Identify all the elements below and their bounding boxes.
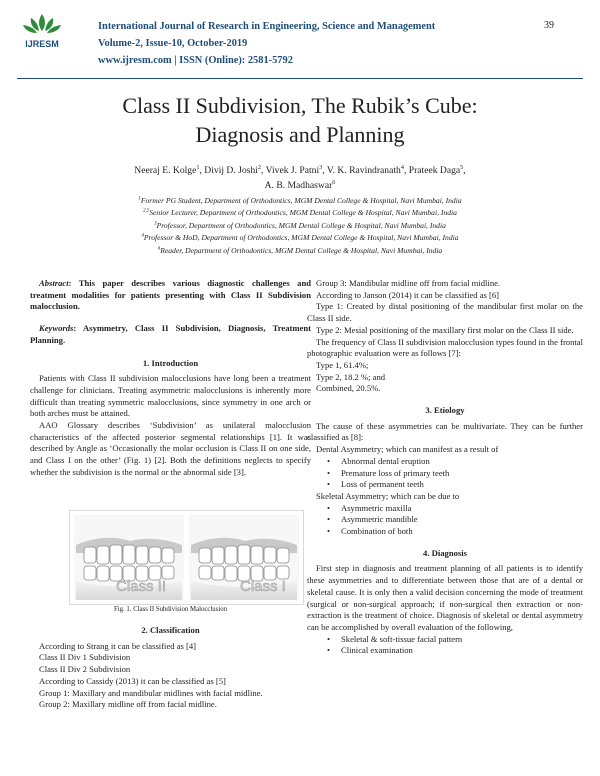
list-item: • Asymmetric maxilla	[307, 503, 583, 515]
classification-line: Type 2: Mesial positioning of the maxillary first molar on the Class II side.	[316, 324, 574, 335]
list-item: • Combination of both	[307, 526, 583, 538]
author: V. K. Ravindranath$^4$	[326, 163, 404, 176]
affiliation-list	[30, 195, 570, 257]
left-column-top	[30, 278, 311, 479]
keywords: Keywords: Asymmetry, Class II Subdivision, Diagnosis, Treatment Planning.	[30, 323, 311, 345]
classification-line: According to Cassidy (2013) it can be classified as [5]	[39, 675, 226, 686]
affiliation: $^1$Former PG Student, Department of Orthodontics, MGM Dental College & Hospital, Navi Mumbai, India	[138, 196, 462, 205]
list-item: • Premature loss of primary teeth	[307, 468, 583, 480]
dental-asymmetry-label: Dental Asymmetry; which can manifest as a result of	[316, 444, 499, 455]
logo-text: IJRESM	[25, 39, 59, 49]
figure-caption: Fig. 1. Class II Subdivision Malocclusion	[113, 606, 228, 613]
list-item: • Abnormal dental eruption	[307, 456, 583, 468]
author: A. B. Madhaswar$^6$	[264, 178, 336, 191]
section-heading-etiology: 3. Etiology	[425, 405, 465, 416]
left-column-bottom	[30, 621, 311, 711]
title-line-1: Class II Subdivision, The Rubik’s Cube:	[122, 93, 478, 118]
journal-name: International Journal of Research in Engineering, Science and Management	[98, 21, 436, 32]
affiliation: $^{2,5}$Senior Lecturer, Department of Orthodontics, MGM Dental College & Hospital, Navi Mumbai, India	[143, 208, 457, 218]
etiology-intro: The cause of these asymmetries can be multivariate. They can be further classified as [8]:	[307, 420, 583, 443]
frequency-line: Combined, 20.5%.	[316, 383, 381, 394]
class-ii-photo	[74, 515, 184, 600]
classification-line: Class II Div 1 Subdivision	[39, 652, 131, 663]
abstract: Abstract: This paper describes various diagnostic challenges and treatment modalities for patients presenting with Class II Subdivision malocclusion.	[30, 278, 312, 312]
author: Divij D. Joshi$^2$	[204, 163, 261, 176]
class-i-label: Class I	[240, 578, 286, 595]
list-item: • Asymmetric mandible	[307, 514, 583, 526]
class-ii-label: Class II	[116, 578, 167, 595]
affiliation: $^3$Professor, Department of Orthodontics, MGM Dental College & Hospital, Navi Mumbai, India	[154, 220, 446, 230]
section-heading-classification: 2. Classification	[141, 625, 200, 635]
classification-line: According to Janson (2014) it can be classified as [6]	[316, 289, 500, 300]
classification-line: Group 2: Maxillary midline off from facial midline.	[39, 699, 217, 710]
page-number: 39	[544, 20, 554, 31]
list-item: • Loss of permanent teeth	[307, 479, 583, 491]
affiliation: $^4$Professor & HoD, Department of Orthodontics, MGM Dental College & Hospital, Navi Mumbai, India	[141, 233, 459, 243]
paper-title	[0, 91, 600, 149]
diagnosis-paragraph: First step in diagnosis and treatment planning of all patients is to identify these asymmetries and to differentiate between those that are of a dental or skeletal cause. It is only then a valid decision concerning the mode of treatment (surgical or non-surgical approach; if non-surgical then extraction or non-extraction is the treatment of choice. Diagnosis of skeletal or dental asymmetry can be accomplished by overall evaluation of the following,	[307, 563, 583, 632]
section-heading-diagnosis: 4. Diagnosis	[423, 547, 467, 558]
frequency-line: Type 1, 61.4%;	[316, 359, 369, 370]
journal-site[interactable]: www.ijresm.com | ISSN (Online): 2581-5792	[98, 55, 293, 66]
classification-line: Type 1: Created by distal positioning of the mandibular first molar on the Class II side.	[307, 301, 583, 324]
list-item: • Clinical examination	[307, 645, 583, 657]
classification-line: Class II Div 2 Subdivision	[39, 664, 131, 675]
section-heading-introduction: 1. Introduction	[142, 357, 199, 368]
author: Vivek J. Patni$^3$	[265, 163, 323, 176]
skeletal-asymmetry-label: Skeletal Asymmetry; which can be due to	[316, 490, 460, 501]
classification-line: According to Strang it can be classified as [4]	[39, 640, 197, 651]
right-column	[307, 278, 583, 657]
header-rule	[17, 78, 583, 79]
author-list: Neeraj E. Kolge$^1$, Divij D. Joshi$^2$, Vivek J. Patni$^3$, V. K. Ravindranath$^4$, Prateek Daga$^5$, A. B. Madhaswar$^6$	[134, 163, 466, 191]
journal-logo	[17, 11, 67, 51]
figure-dental-photos	[69, 510, 304, 605]
frequency-paragraph: The frequency of Class II subdivision malocclusion types found in the frontal photographic evaluation were as follows [7]:	[307, 336, 583, 359]
journal-volume: Volume-2, Issue-10, October-2019	[98, 38, 248, 49]
intro-paragraph-2: AAO Glossary describes ‘Subdivision’ as unilateral malocclusion characteristics of the affected posterior segmental relationships [1]. It was described by Angle as ‘Occasionally the molar occlusion is Class II on one side, and Class I on the other’ (Fig. 1) [2]. Both the definitions neglects to specify whether the subdivision is the normal or the abnormal side [3].	[30, 420, 311, 477]
class-i-photo	[189, 515, 299, 600]
classification-line: Group 3: Mandibular midline off from facial midline.	[316, 278, 501, 288]
intro-paragraph-1: Patients with Class II subdivision malocclusions have long been a treatment challenge for clinicians. Treating asymmetric malocclusions is inherently more difficult than treating symmetric malocclusions, since symmetry in one arch or both arches must be attained.	[30, 373, 311, 419]
affiliation: $^6$Reader, Department of Orthodontics, MGM Dental College & Hospital, Navi Mumbai, India	[157, 245, 443, 255]
frequency-line: Type 2, 18.2 %; and	[316, 371, 386, 382]
author: Prateek Daga$^5$	[408, 163, 464, 176]
classification-line: Group 1: Maxillary and mandibular midlines with facial midline.	[39, 687, 263, 698]
list-item: • Skeletal & soft-tissue facial pattern	[307, 634, 583, 646]
title-line-2: Diagnosis and Planning	[195, 122, 405, 147]
author: Neeraj E. Kolge$^1$	[134, 163, 200, 176]
